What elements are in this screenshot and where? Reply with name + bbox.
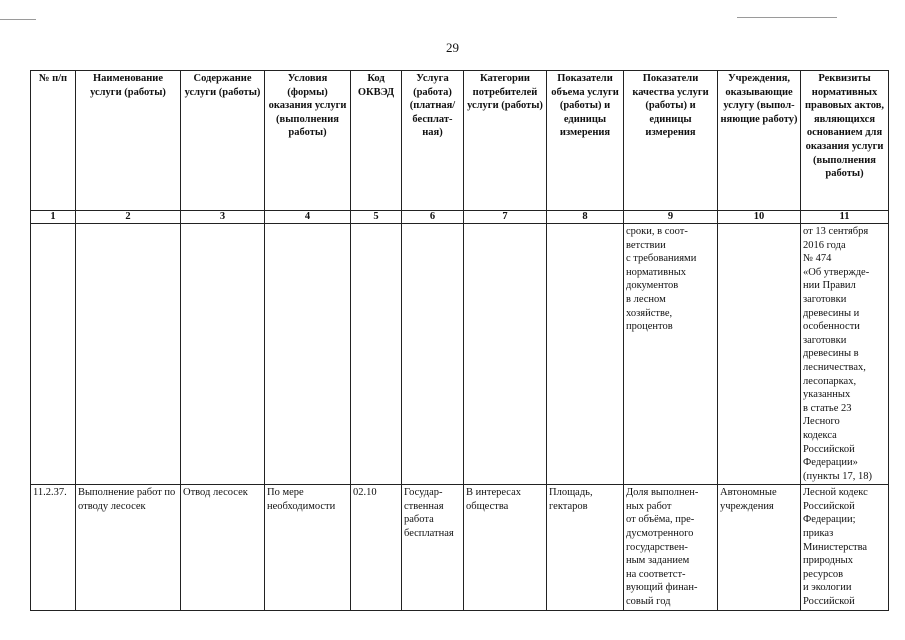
page-number: 29 — [446, 40, 459, 55]
empty-cell — [31, 224, 76, 485]
consumer-category-cell: В интересах общества — [464, 485, 547, 610]
header-cell: Реквизиты нормативных правовых актов, являющихся основанием для оказания услуги (выполнения работы) — [801, 71, 889, 211]
table-row-continuation — [31, 224, 889, 485]
column-number: 9 — [624, 211, 718, 224]
column-number: 8 — [547, 211, 624, 224]
table-row-11-2-37 — [31, 485, 889, 610]
header-cell: № п/п — [31, 71, 76, 211]
empty-cell — [181, 224, 265, 485]
institution-cell: Автономные учреждения — [718, 485, 801, 610]
column-number: 2 — [76, 211, 181, 224]
service-content-cell: Отвод лесосек — [181, 485, 265, 610]
scan-artifact-right — [737, 17, 837, 18]
column-number: 7 — [464, 211, 547, 224]
empty-cell — [547, 224, 624, 485]
empty-cell — [76, 224, 181, 485]
service-name-cell: Выполнение работ по отводу лесосек — [76, 485, 181, 610]
quality-indicator-cell: Доля выполнен- ных работ от объёма, пре- дусмотренного государствен- ным заданием на соответст- вующий финан- совый год — [624, 485, 718, 610]
column-number: 6 — [402, 211, 464, 224]
conditions-cell: По мере необходимости — [265, 485, 351, 610]
paid-free-cell: Государ- ственная работа бесплатная — [402, 485, 464, 610]
header-cell: Показатели качества услуги (работы) и единицы измерения — [624, 71, 718, 211]
row-number-cell: 11.2.37. — [31, 485, 76, 610]
column-number: 10 — [718, 211, 801, 224]
services-table — [30, 70, 889, 611]
table-header-row — [31, 71, 889, 211]
header-cell: Содержание услуги (работы) — [181, 71, 265, 211]
header-cell: Категории потребителей услуги (работы) — [464, 71, 547, 211]
column-number: 11 — [801, 211, 889, 224]
empty-cell — [265, 224, 351, 485]
okved-code-cell: 02.10 — [351, 485, 402, 610]
header-cell: Услуга (работа) (платная/ бесплат-ная) — [402, 71, 464, 211]
column-number: 3 — [181, 211, 265, 224]
empty-cell — [351, 224, 402, 485]
quality-indicator-cell: сроки, в соот- ветствии с требованиями нормативных документов в лесном хозяйстве, процентов — [624, 224, 718, 485]
column-number: 5 — [351, 211, 402, 224]
header-cell: Условия (формы) оказания услуги (выполнения работы) — [265, 71, 351, 211]
scan-artifact-left — [0, 19, 36, 20]
column-number-row — [31, 211, 889, 224]
header-cell: Код ОКВЭД — [351, 71, 402, 211]
header-cell: Показатели объема услуги (работы) и единицы измерения — [547, 71, 624, 211]
empty-cell — [718, 224, 801, 485]
column-number: 1 — [31, 211, 76, 224]
header-cell: Учреждения, оказывающие услугу (выпол-няющие работу) — [718, 71, 801, 211]
header-cell: Наименование услуги (работы) — [76, 71, 181, 211]
empty-cell — [402, 224, 464, 485]
legal-acts-cell: Лесной кодекс Российской Федерации; приказ Министерства природных ресурсов и экологии Российской — [801, 485, 889, 610]
legal-acts-cell: от 13 сентября 2016 года № 474 «Об утвержде- нии Правил заготовки древесины и особенности заготовки древесины в лесничествах, лесопарках, указанных в статье 23 Лесного кодекса Российской Федерации» (пункты 17, 18) — [801, 224, 889, 485]
empty-cell — [464, 224, 547, 485]
volume-indicator-cell: Площадь, гектаров — [547, 485, 624, 610]
column-number: 4 — [265, 211, 351, 224]
